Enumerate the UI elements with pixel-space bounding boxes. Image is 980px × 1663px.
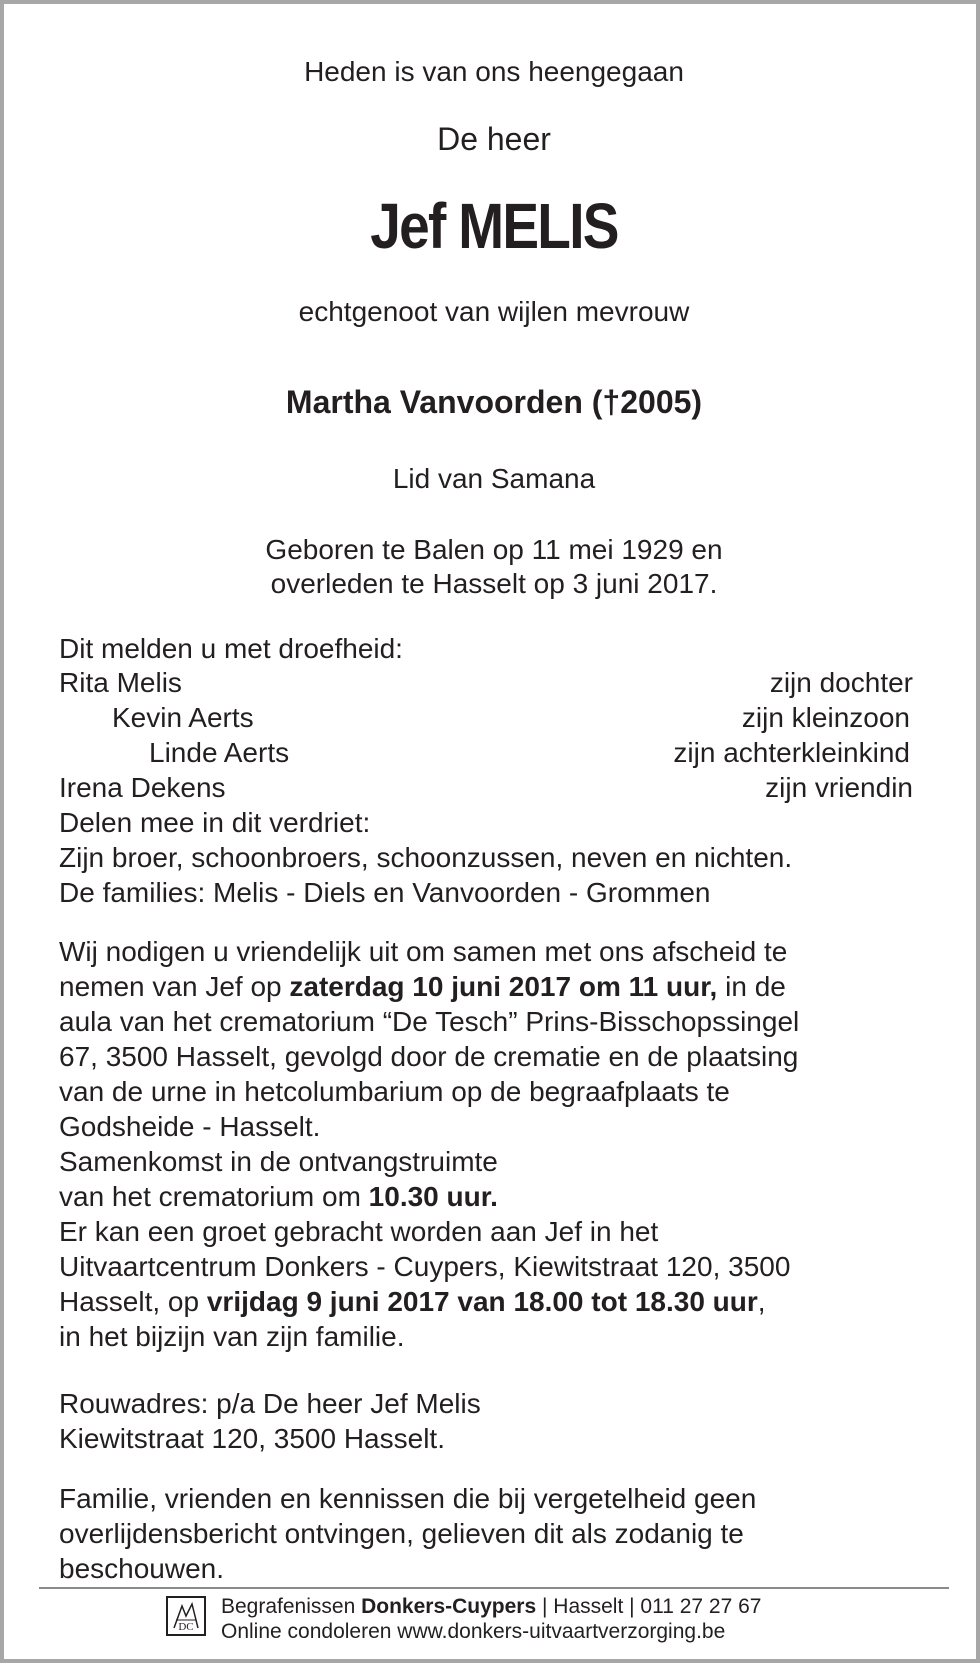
ceremony-line	[59, 1284, 766, 1319]
ceremony-line: Uitvaartcentrum Donkers - Cuypers, Kiewitstraat 120, 3500	[59, 1251, 791, 1282]
address-line: Kiewitstraat 120, 3500 Hasselt.	[59, 1423, 445, 1454]
ceremony-line: Er kan een groet gebracht worden aan Jef in het	[59, 1216, 659, 1247]
ceremony-text: nemen van Jef op	[59, 971, 290, 1002]
family-member-name: Irena Dekens	[59, 772, 226, 803]
visitation-time: vrijdag 9 juni 2017 van 18.00 tot 18.30 uur	[206, 1286, 758, 1317]
share-intro: Delen mee in dit verdriet:	[59, 807, 371, 838]
ceremony-line: in het bijzijn van zijn familie.	[59, 1321, 405, 1352]
family-member-name: Kevin Aerts	[112, 702, 254, 733]
ceremony-line: 67, 3500 Hasselt, gevolgd door de crematie en de plaatsing	[59, 1041, 799, 1072]
membership: Lid van Samana	[392, 463, 596, 494]
death-line: overleden te Hasselt op 3 juni 2017.	[270, 568, 718, 599]
ceremony-line: Samenkomst in de ontvangstruimte	[59, 1146, 498, 1177]
ceremony-line	[59, 969, 786, 1004]
notice-line: beschouwen.	[59, 1553, 225, 1584]
ceremony-date: zaterdag 10 juni 2017 om 11 uur,	[289, 971, 718, 1002]
notice-line: overlijdensbericht ontvingen, gelieven dit als zodanig te	[59, 1518, 744, 1549]
footer-text: Begrafenissen	[221, 1595, 362, 1618]
salutation: De heer	[437, 121, 551, 157]
company-name: Donkers-Cuypers	[361, 1595, 537, 1618]
family-member-name: Rita Melis	[59, 667, 182, 698]
funeral-logo-icon	[166, 1596, 206, 1636]
family-member-relation: zijn kleinzoon	[741, 702, 910, 733]
footer-company-line	[221, 1594, 762, 1620]
ceremony-line: van de urne in hetcolumbarium op de begraafplaats te	[59, 1076, 730, 1107]
ceremony-text: van het crematorium om	[59, 1181, 369, 1212]
logo-letters: DC	[178, 1621, 194, 1633]
family-member-relation: zijn achterkleinkind	[673, 737, 910, 768]
ceremony-text: in de	[717, 971, 786, 1002]
notice-line: Familie, vrienden en kennissen die bij vergetelheid geen	[59, 1483, 757, 1514]
footer-divider	[39, 1587, 949, 1589]
footer-details: | Hasselt | 011 27 27 67	[536, 1595, 762, 1618]
family-member-name: Linde Aerts	[149, 737, 290, 768]
funeral-logo-icon	[168, 1598, 204, 1634]
deceased-name: Jef MELIS	[370, 190, 618, 262]
spouse-name: Martha Vanvoorden (†2005)	[285, 384, 703, 420]
family-member-relation: zijn vriendin	[765, 772, 913, 803]
ceremony-line	[59, 1179, 498, 1214]
families-line: De families: Melis - Diels en Vanvoorden - Grommen	[59, 877, 711, 908]
reception-time: 10.30 uur.	[368, 1181, 498, 1212]
intro-text: Heden is van ons heengegaan	[304, 56, 684, 87]
ceremony-line: aula van het crematorium “De Tesch” Prins-Bisschopssingel	[59, 1006, 800, 1037]
family-intro: Dit melden u met droefheid:	[59, 633, 403, 664]
spouse-intro: echtgenoot van wijlen mevrouw	[298, 296, 690, 327]
share-line: Zijn broer, schoonbroers, schoonzussen, neven en nichten.	[59, 842, 793, 873]
ceremony-text: ,	[757, 1286, 766, 1317]
footer-online-line: Online condoleren www.donkers-uitvaartverzorging.be	[221, 1620, 726, 1643]
ceremony-line: Wij nodigen u vriendelijk uit om samen met ons afscheid te	[59, 936, 788, 967]
ceremony-line: Godsheide - Hasselt.	[59, 1111, 321, 1142]
ceremony-text: Hasselt, op	[59, 1286, 207, 1317]
family-member-relation: zijn dochter	[769, 667, 913, 698]
birth-line: Geboren te Balen op 11 mei 1929 en	[265, 534, 723, 565]
address-line: Rouwadres: p/a De heer Jef Melis	[59, 1388, 481, 1419]
